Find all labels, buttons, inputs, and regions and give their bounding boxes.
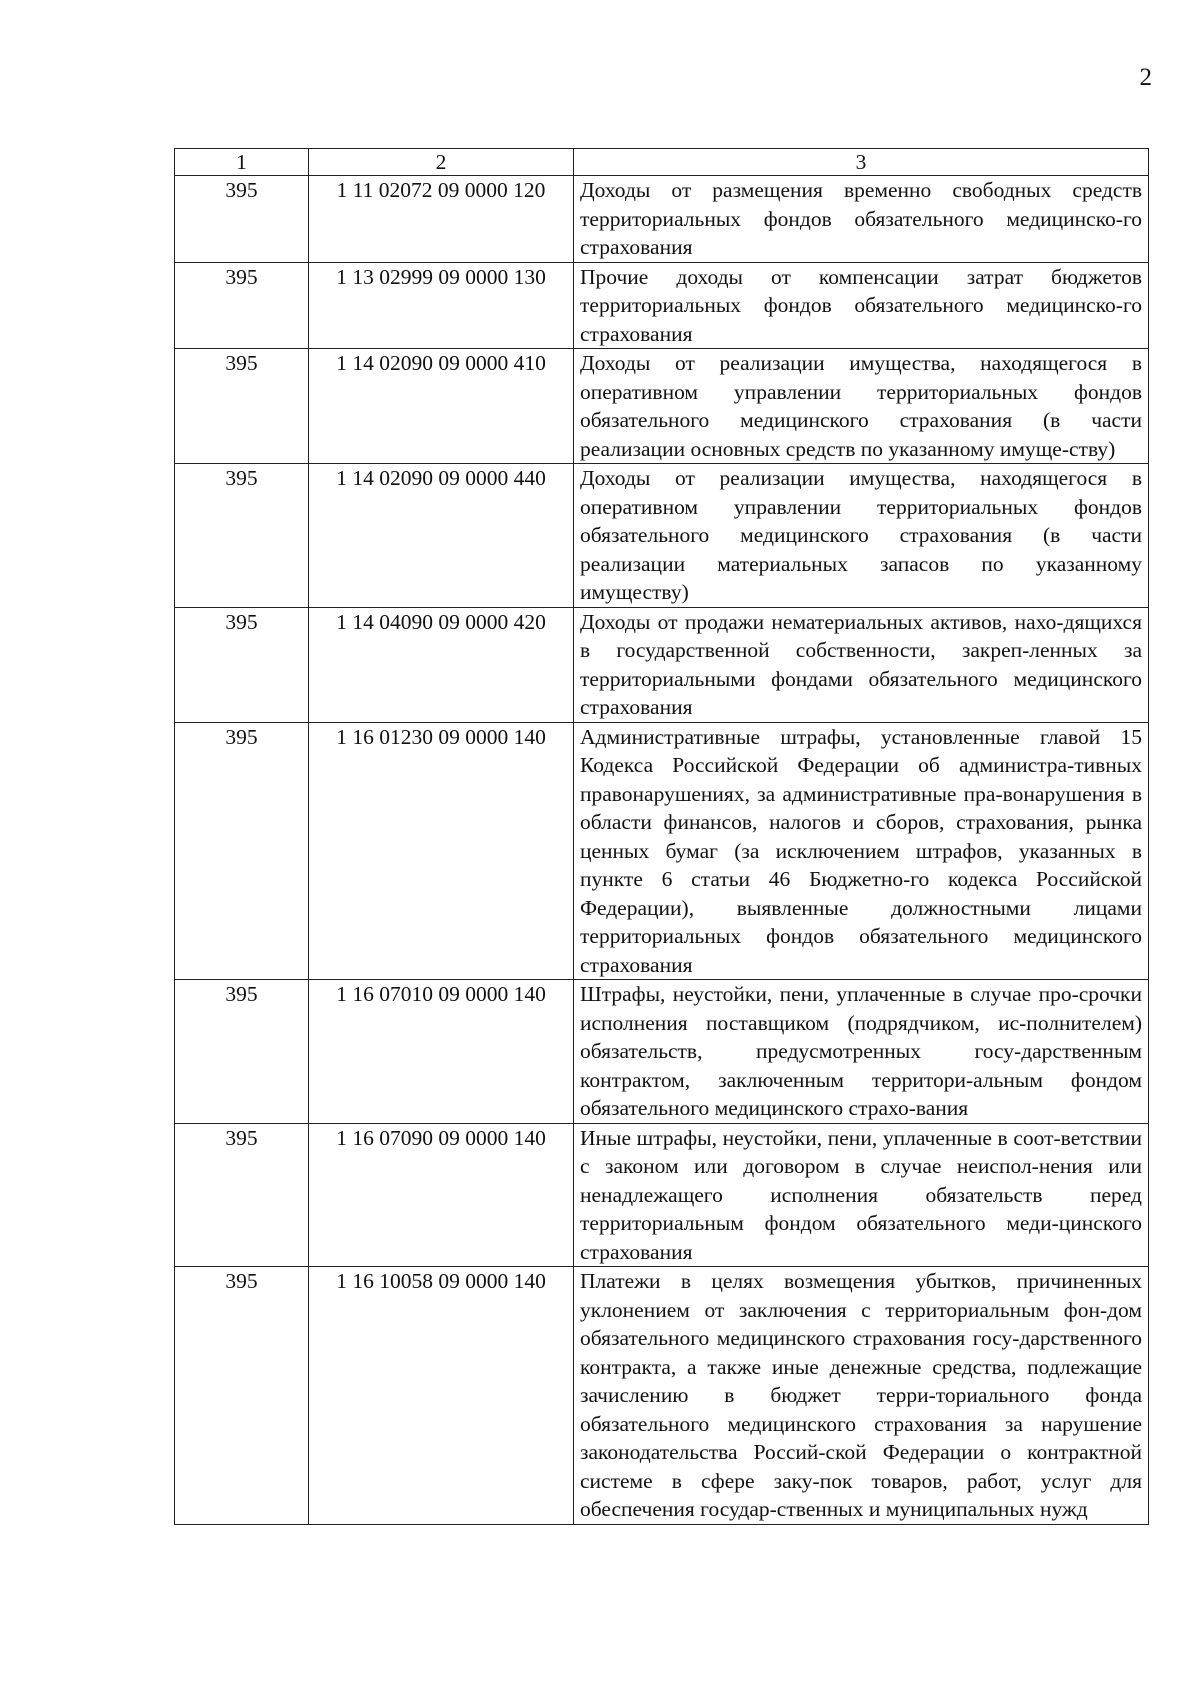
budget-code-cell: 1 11 02072 09 0000 120 (309, 176, 574, 263)
budget-code-cell: 1 16 07010 09 0000 140 (309, 980, 574, 1124)
description-cell: Штрафы, неустойки, пени, уплаченные в случае про-срочки исполнения поставщиком (подрядчиком, ис-полнителем) обязательств, предусмотренных госу-дарственным контрактом, заключенным территори-альным фондом обязательного медицинского страхо-вания (574, 980, 1149, 1124)
admin-code-cell: 395 (175, 1123, 309, 1267)
budget-code-cell: 1 16 07090 09 0000 140 (309, 1123, 574, 1267)
table-row (175, 349, 1149, 464)
table-row (175, 1123, 1149, 1267)
budget-codes-table (174, 148, 1149, 1525)
table-row (175, 464, 1149, 608)
column-header-1: 1 (175, 149, 309, 176)
column-header-2: 2 (309, 149, 574, 176)
budget-code-cell: 1 16 10058 09 0000 140 (309, 1267, 574, 1525)
admin-code-cell: 395 (175, 980, 309, 1124)
description-cell: Доходы от реализации имущества, находящегося в оперативном управлении территориальных фондов обязательного медицинского страхования (в части реализации основных средств по указанному имуще-ству) (574, 349, 1149, 464)
description-cell: Административные штрафы, установленные главой 15 Кодекса Российской Федерации об администра-тивных правонарушениях, за административные пра-вонарушения в области финансов, налогов и сборов, страхования, рынка ценных бумаг (за исключением штрафов, указанных в пункте 6 статьи 46 Бюджетно-го кодекса Российской Федерации), выявленные должностными лицами территориальных фондов обязательного медицинского страхования (574, 722, 1149, 980)
table-row (175, 176, 1149, 263)
description-cell: Доходы от продажи нематериальных активов, нахо-дящихся в государственной собственности, закреп-ленных за территориальными фондами обязательного медицинского страхования (574, 607, 1149, 722)
budget-code-cell: 1 16 01230 09 0000 140 (309, 722, 574, 980)
table-row (175, 607, 1149, 722)
description-cell: Доходы от размещения временно свободных средств территориальных фондов обязательного медицинско-го страхования (574, 176, 1149, 263)
budget-code-cell: 1 14 04090 09 0000 420 (309, 607, 574, 722)
description-cell: Платежи в целях возмещения убытков, причиненных уклонением от заключения с территориальным фон-дом обязательного медицинского страхования госу-дарственного контракта, а также иные денежные средства, подлежащие зачислению в бюджет терри-ториального фонда обязательного медицинского страхования за нарушение законодательства Россий-ской Федерации о контрактной системе в сфере заку-пок товаров, работ, услуг для обеспечения государ-ственных и муниципальных нужд (574, 1267, 1149, 1525)
table-row (175, 262, 1149, 349)
page-number: 2 (1139, 64, 1152, 91)
admin-code-cell: 395 (175, 1267, 309, 1525)
description-cell: Доходы от реализации имущества, находящегося в оперативном управлении территориальных фондов обязательного медицинского страхования (в части реализации материальных запасов по указанному имуществу) (574, 464, 1149, 608)
admin-code-cell: 395 (175, 262, 309, 349)
column-header-3: 3 (574, 149, 1149, 176)
budget-code-cell: 1 13 02999 09 0000 130 (309, 262, 574, 349)
table-row (175, 722, 1149, 980)
admin-code-cell: 395 (175, 349, 309, 464)
admin-code-cell: 395 (175, 176, 309, 263)
table-row (175, 1267, 1149, 1525)
table-row (175, 980, 1149, 1124)
budget-code-cell: 1 14 02090 09 0000 440 (309, 464, 574, 608)
description-cell: Иные штрафы, неустойки, пени, уплаченные в соот-ветствии с законом или договором в случае неиспол-нения или ненадлежащего исполнения обязательств перед территориальным фондом обязательного меди-цинского страхования (574, 1123, 1149, 1267)
description-cell: Прочие доходы от компенсации затрат бюджетов территориальных фондов обязательного медицинско-го страхования (574, 262, 1149, 349)
budget-code-cell: 1 14 02090 09 0000 410 (309, 349, 574, 464)
admin-code-cell: 395 (175, 722, 309, 980)
admin-code-cell: 395 (175, 607, 309, 722)
header-row (175, 149, 1149, 176)
admin-code-cell: 395 (175, 464, 309, 608)
